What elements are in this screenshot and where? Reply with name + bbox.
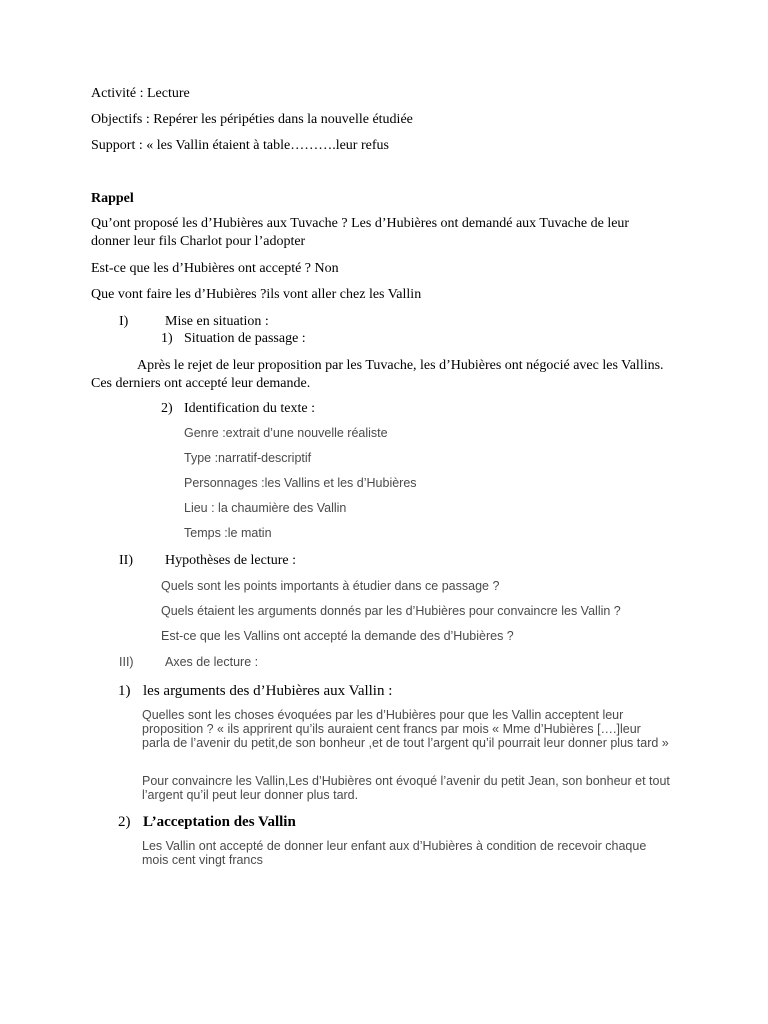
axe-1-number: 1) xyxy=(118,683,131,699)
identification-temps: Temps :le matin xyxy=(184,526,272,540)
subsection-2-title: Identification du texte : xyxy=(184,401,316,416)
axe-1-paragraph-2: Pour convaincre les Vallin,Les d’Hubières ont évoqué l’avenir du petit Jean, son bonheur et tout l’argent qu’il peut leur donner plus tard. xyxy=(142,774,670,802)
identification-type: Type :narratif-descriptif xyxy=(184,451,312,465)
support-line: Support : « les Vallin étaient à table……….leur refus xyxy=(91,138,389,153)
rappel-heading: Rappel xyxy=(91,191,134,206)
section-2-title: Hypothèses de lecture : xyxy=(165,553,297,568)
axe-2-number: 2) xyxy=(118,814,131,830)
hypothesis-question-3: Est-ce que les Vallins ont accepté la demande des d’Hubières ? xyxy=(161,629,514,643)
subsection-1-title: Situation de passage : xyxy=(184,331,306,346)
rappel-question-3: Que vont faire les d’Hubières ?ils vont aller chez les Vallin xyxy=(91,287,422,302)
objectives-line: Objectifs : Repérer les péripéties dans la nouvelle étudiée xyxy=(91,112,413,127)
axe-1-paragraph-1: Quelles sont les choses évoquées par les d’Hubières pour que les Vallin acceptent leur proposition ? « ils apprirent qu’ils auraient cent francs par mois « Mme d’Hubières [….]leur parla de l’avenir du petit,de son bonheur ,et de tout l’argent qu’il pourrait leur donner plus tard » xyxy=(142,708,669,750)
hypothesis-question-1: Quels sont les points importants à étudier dans ce passage ? xyxy=(161,579,500,593)
section-1-title: Mise en situation : xyxy=(165,314,269,329)
axe-2-title: L’acceptation des Vallin xyxy=(143,814,296,830)
identification-lieu: Lieu : la chaumière des Vallin xyxy=(184,501,347,515)
situation-paragraph: Après le rejet de leur proposition par les Tuvache, les d’Hubières ont négocié avec les Vallins. Ces derniers ont accepté leur demande. xyxy=(91,358,664,391)
section-2-number: II) xyxy=(119,553,133,568)
activity-line: Activité : Lecture xyxy=(91,86,190,101)
identification-personnages: Personnages :les Vallins et les d’Hubières xyxy=(184,476,417,490)
section-1-number: I) xyxy=(119,314,129,329)
axe-1-title: les arguments des d’Hubières aux Vallin : xyxy=(143,683,393,699)
subsection-2-number: 2) xyxy=(161,401,173,416)
hypothesis-question-2: Quels étaient les arguments donnés par les d’Hubières pour convaincre les Vallin ? xyxy=(161,604,621,618)
section-3-title: Axes de lecture : xyxy=(165,655,259,669)
rappel-question-1: Qu’ont proposé les d’Hubières aux Tuvache ? Les d’Hubières ont demandé aux Tuvache de leur donner leur fils Charlot pour l’adopter xyxy=(91,216,630,249)
subsection-1-number: 1) xyxy=(161,331,173,346)
section-3-number: III) xyxy=(119,655,134,669)
identification-genre: Genre :extrait d’une nouvelle réaliste xyxy=(184,426,388,440)
rappel-question-2: Est-ce que les d’Hubières ont accepté ? Non xyxy=(91,261,339,276)
axe-2-paragraph-1: Les Vallin ont accepté de donner leur enfant aux d’Hubières à condition de recevoir chaque mois cent vingt francs xyxy=(142,839,647,867)
